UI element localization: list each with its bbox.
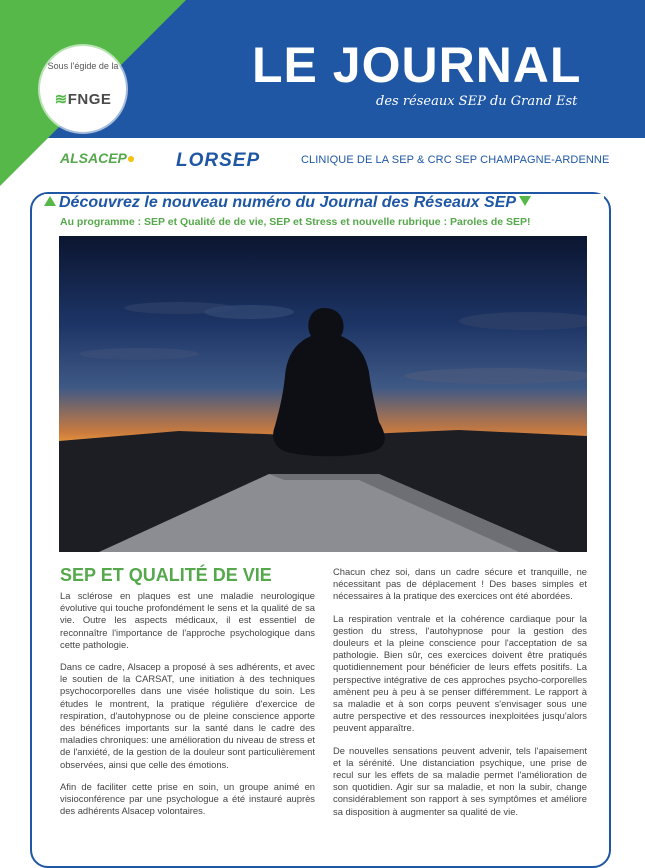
fnge-logo-text: FNGE [67,91,112,108]
article-paragraph: Chacun chez soi, dans un cadre sécure et tranquille, ne nécessitant pas de déplacement ! Des bases simples et nécessaires à la pratique des exercices ont été abordées. [333,566,587,602]
meditation-photo [59,236,587,552]
swoosh-icon: ≋ [54,91,68,108]
article-paragraph: La sclérose en plaques est une maladie neurologique évolutive qui touche profondément le sens et la qualité de sa vie. Outre les aspects médicaux, il est essentiel de reconnaître l'importance de l'approche psychologique dans cette pathologie. [60,590,315,650]
meditation-sunset-icon [59,236,587,552]
alsacep-logo [60,150,135,174]
badge-caption: Sous l'égide de la [47,61,119,71]
article-title: SEP ET QUALITÉ DE VIE [60,565,272,585]
lorsep-logo: LORSEP [176,150,261,171]
article-right-column [333,566,587,828]
triangle-up-icon [44,196,56,206]
article-paragraph: La respiration ventrale et la cohérence cardiaque pour la gestion du stress, l'autohypnose pour la gestion des douleurs et la pleine conscience pour l'acceptation de sa pathologie. Bien sûr, ces exercices doivent être pratiqués quotidiennement pour bénéficier de leurs effets positifs. La perspective intégrative de ces approches psycho-corporelles amènent peu à peu à se penser différemment. Le rapport à sa maladie et à son corps peuvent s'envisager sous une autre perspective et des ressources inexploitées jusqu'alors peuvent apparaître. [333,612,587,734]
fnge-logo [40,90,126,108]
alsacep-logo-text: ALSACEP [60,150,127,166]
article-paragraph: De nouvelles sensations peuvent advenir, tels l'apaisement et la sérénité. Une distanciation psychique, une prise de recul sur les effets de sa maladie permet l'amélioration de son quotidien. Agir sur sa maladie, et non la subir, change considérablement son rapport à ses symptômes et améliore sa disposition à augmenter sa qualité de vie. [333,744,587,817]
article-left-column [60,590,315,827]
fnge-badge [40,46,126,132]
article-paragraph: Dans ce cadre, Alsacep a proposé à ses adhérents, et avec le soutien de la CARSAT, une initiation à des techniques psychocorporelles dans une visée holistique du soin. Les études le montrent, la pratique régulière d'exercice de respiration, d'autohypnose ou de pleine conscience apporte des bénéfices importants sur la santé dans le cadre des maladies chroniques: une amélioration du niveau de stress et de l'anxiété, de la gestion de la douleur sont particulièrement observées, ainsi que celle des émotions. [60,661,315,770]
journal-title: LE JOURNAL [252,37,582,93]
article-paragraph: Afin de faciliter cette prise en soin, un groupe animé en visioconférence par une psychologue a été instauré auprès des adhérents Alsacep volontaires. [60,780,315,817]
program-line: Au programme : SEP et Qualité de de vie, SEP et Stress et nouvelle rubrique : Paroles de SEP! [60,216,531,228]
journal-subtitle: des réseaux SEP du Grand Est [376,94,578,109]
headline-text: Découvrez le nouveau numéro du Journal des Réseaux SEP [59,194,517,211]
clinique-logo: CLINIQUE DE LA SEP & CRC SEP CHAMPAGNE-ARDENNE [301,154,610,166]
headline [44,194,604,212]
triangle-down-icon [519,196,531,206]
sun-icon: ● [126,150,136,166]
